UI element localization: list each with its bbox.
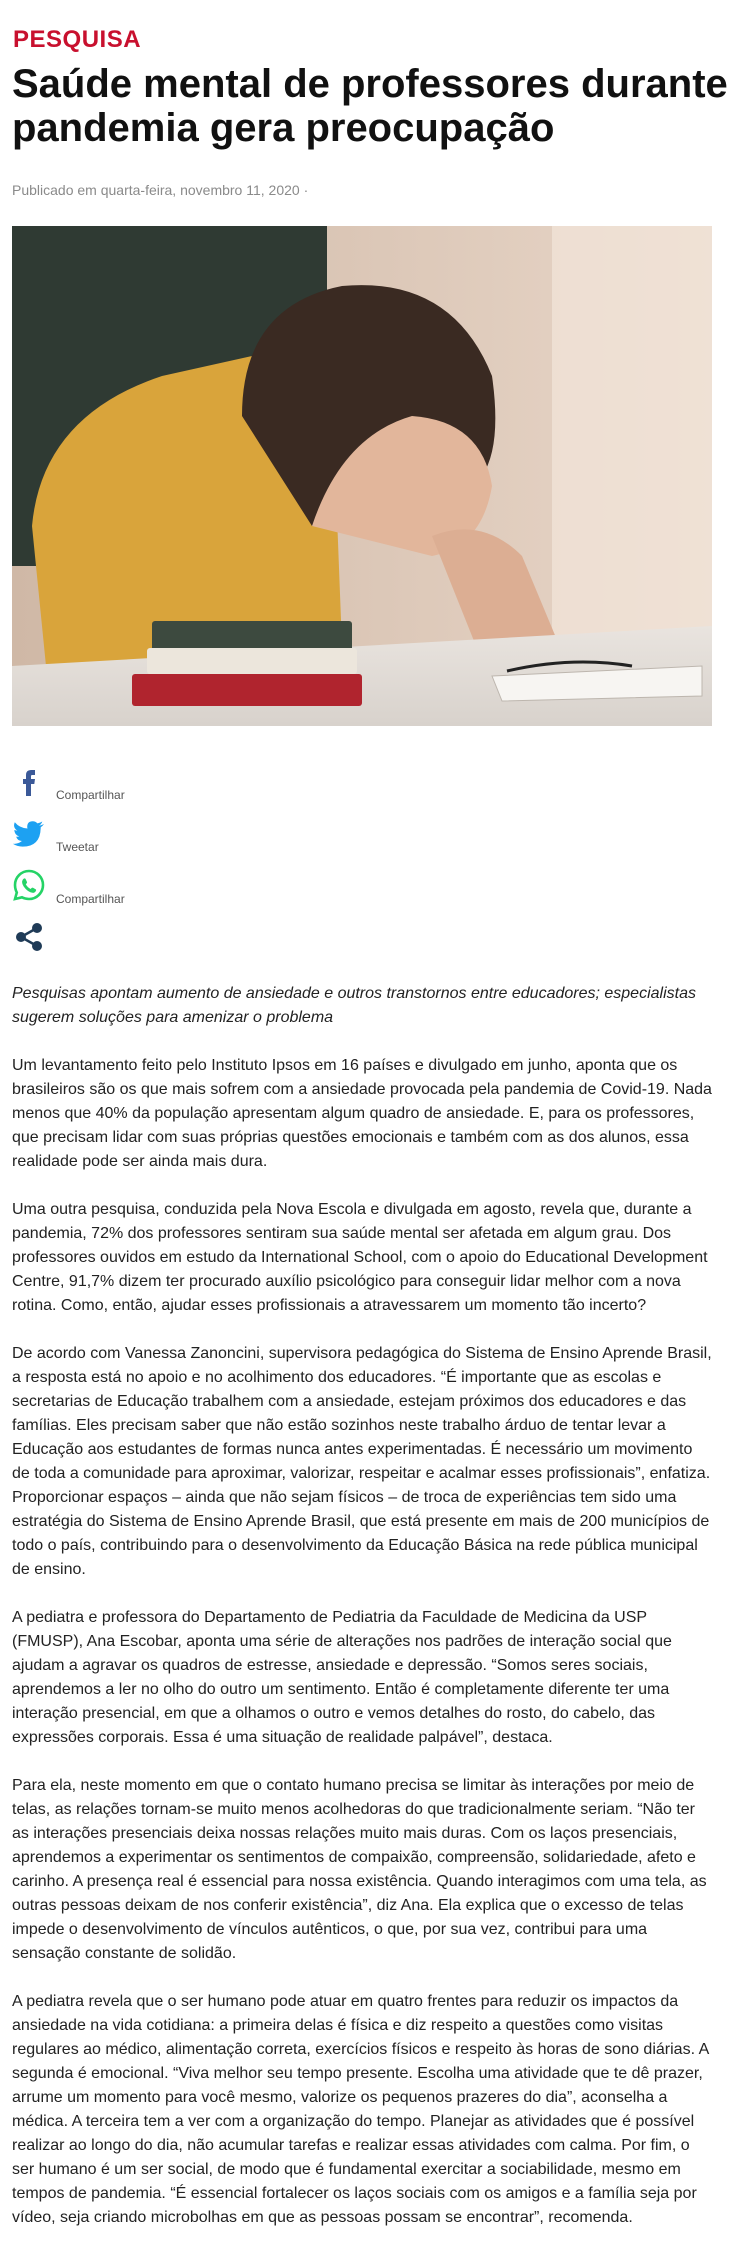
share-icon[interactable]	[12, 920, 46, 954]
hero-image	[12, 226, 712, 726]
article-body	[12, 1054, 714, 2254]
whatsapp-icon[interactable]	[12, 868, 46, 902]
book-1	[152, 621, 352, 651]
paragraph: A pediatra revela que o ser humano pode atuar em quatro frentes para reduzir os impactos da ansiedade na vida cotidiana: a primeira delas é física e diz respeito a questões como visitas regulares ao médico, alimentação correta, exercícios físicos e respeito às horas de sono diárias. A segunda é emocional. “Viva melhor seu tempo presente. Escolha uma atividade que te dê prazer, arrume um momento para você mesmo, valorize os pequenos prazeres do dia”, aconselha a médica. A terceira tem a ver com a organização do tempo. Planejar as atividades que é possível realizar ao longo do dia, não acumular tarefas e realizar essas atividades com calma. Por fim, o ser humano é um ser social, de modo que é fundamental exercitar a sociabilidade, mesmo em tempos de pandemia. “É essencial fortalecer os laços sociais com os amigos e a família seja por vídeo, seja criando microbolhas em que as pessoas possam se encontrar”, recomenda.	[12, 1993, 709, 2226]
share-twitter-label[interactable]: Tweetar	[56, 840, 99, 854]
article-title: Saúde mental de professores durante pandemia gera preocupação	[12, 62, 728, 150]
publish-date: Publicado em quarta-feira, novembro 11, 2020 ·	[12, 182, 309, 198]
category-label[interactable]: PESQUISA	[13, 26, 142, 53]
paragraph: Uma outra pesquisa, conduzida pela Nova Escola e divulgada em agosto, revela que, durante a pandemia, 72% dos professores sentiram sua saúde mental ser afetada em algum grau. Dos professores ouvidos em estudo da International School, com o apoio do Educational Development Centre, 91,7% dizem ter procurado auxílio psicológico para conseguir lidar melhor com a nova rotina. Como, então, ajudar esses profissionais a atravessarem um momento tão incerto?	[12, 1201, 708, 1314]
share-facebook-label[interactable]: Compartilhar	[56, 788, 125, 802]
facebook-icon[interactable]	[12, 764, 46, 798]
paragraph: Um levantamento feito pelo Instituto Ipsos em 16 países e divulgado em junho, aponta que os brasileiros são os que mais sofrem com a ansiedade provocada pela pandemia de Covid-19. Nada menos que 40% da população apresentam algum quadro de ansiedade. E, para os professores, que precisam lidar com suas próprias questões emocionais e também com as dos alunos, essa realidade pode ser ainda mais dura.	[12, 1057, 712, 1170]
paragraph: A pediatra e professora do Departamento de Pediatria da Faculdade de Medicina da USP (FMUSP), Ana Escobar, aponta uma série de alterações nos padrões de interação social que ajudam a agravar os quadros de estresse, ansiedade e depressão. “Somos seres sociais, aprendemos a ler no olho do outro um sentimento. Então é completamente diferente ter uma interação presencial, em que a olhamos o outro e vemos detalhes do rosto, do cabelo, das expressões corporais. Essa é uma situação de realidade palpável”, destaca.	[12, 1609, 672, 1746]
hero-illustration	[12, 226, 712, 726]
twitter-icon[interactable]	[12, 816, 46, 850]
book-2	[147, 648, 357, 674]
paragraph: Para ela, neste momento em que o contato humano precisa se limitar às interações por meio de telas, as relações tornam-se muito menos acolhedoras do que tradicionalmente seriam. “Não ter as interações presenciais deixa nossas relações muito mais duras. Com os laços presenciais, aprendemos a experimentar os sentimentos de compaixão, compreensão, solidariedade, afeto e carinho. A presença real é essencial para nossa existência. Quando interagimos com uma tela, as outras pessoas deixam de nos conferir existência”, diz Ana. Ela explica que o excesso de telas impede o desenvolvimento de vínculos autênticos, o que, por sua vez, contribui para uma sensação constante de solidão.	[12, 1777, 707, 1962]
book-3	[132, 674, 362, 706]
paragraph: De acordo com Vanessa Zanoncini, supervisora pedagógica do Sistema de Ensino Aprende Brasil, a resposta está no apoio e no acolhimento dos educadores. “É importante que as escolas e secretarias de Educação trabalhem com a ansiedade, estejam próximos dos educadores e das famílias. Eles precisam saber que não estão sozinhos neste trabalho árduo de tentar levar a Educação aos estudantes de formas nunca antes experimentadas. É necessário um movimento de toda a comunidade para aproximar, valorizar, respeitar e acalmar esses profissionais”, enfatiza. Proporcionar espaços – ainda que não sejam físicos – de troca de experiências tem sido uma estratégia do Sistema de Ensino Aprende Brasil, que está presente em mais de 200 municípios de todo o país, contribuindo para o desenvolvimento da Educação Básica na rede pública municipal de ensino.	[12, 1345, 712, 1578]
article-lead: Pesquisas apontam aumento de ansiedade e outros transtornos entre educadores; especialistas sugerem soluções para amenizar o problema	[12, 985, 696, 1026]
share-whatsapp-label[interactable]: Compartilhar	[56, 892, 125, 906]
